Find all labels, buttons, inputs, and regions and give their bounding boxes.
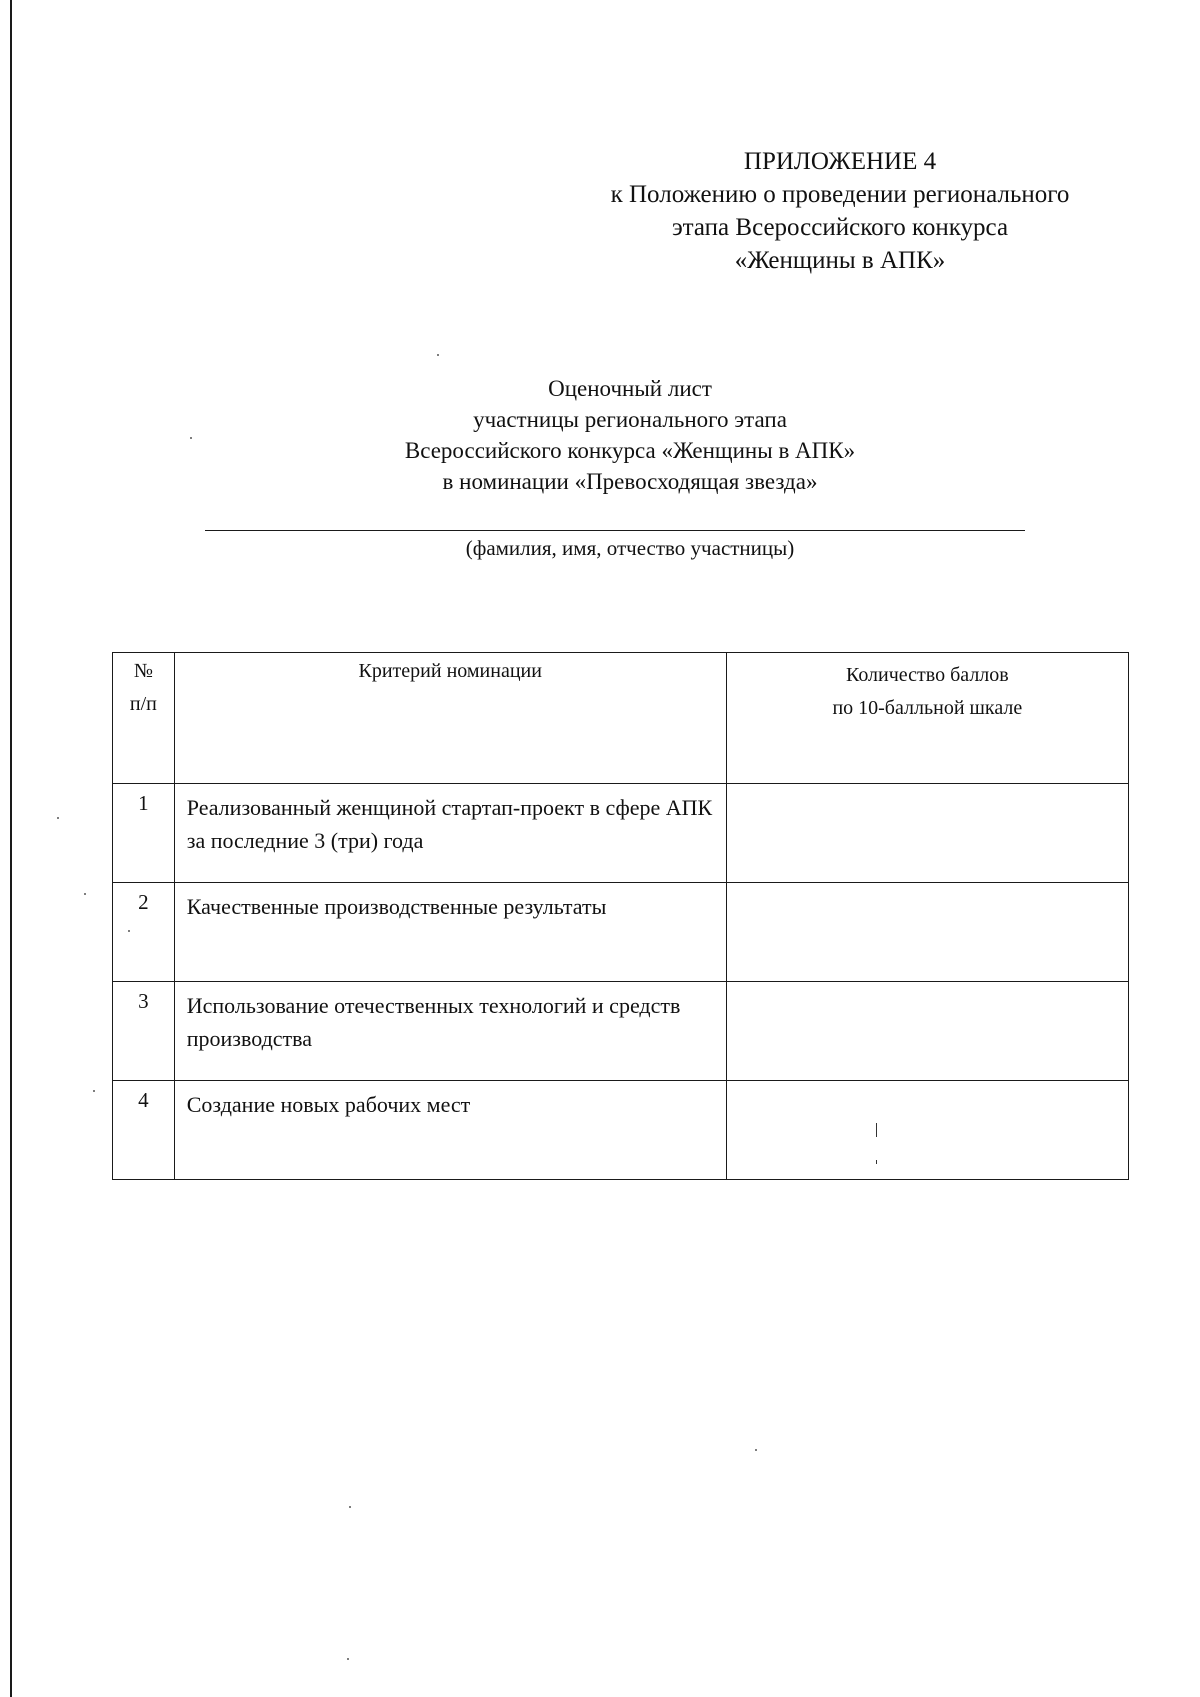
participant-name-blank[interactable] <box>205 530 1025 531</box>
row-score-cell[interactable] <box>726 883 1128 982</box>
table-header-row <box>113 653 1129 784</box>
heading-line-4: в номинации «Превосходящая звезда» <box>442 469 818 494</box>
row-number: 2 <box>113 883 175 982</box>
scan-speck <box>876 1123 877 1137</box>
row-number: 1 <box>113 784 175 883</box>
document-heading <box>290 373 970 497</box>
appendix-title: ПРИЛОЖЕНИЕ 4 <box>743 148 937 175</box>
heading-line-1: Оценочный лист <box>548 376 712 401</box>
heading-line-2: участницы регионального этапа <box>473 407 787 432</box>
scan-speck <box>876 1160 877 1164</box>
scan-page-edge <box>10 0 12 1697</box>
row-score-cell[interactable] <box>726 1081 1128 1180</box>
table-row <box>113 1081 1129 1180</box>
header-number-abbr: п/п <box>129 693 157 715</box>
heading-line-3: Всероссийского конкурса «Женщины в АПК» <box>404 438 856 463</box>
row-number: 4 <box>113 1081 175 1180</box>
scan-speck <box>128 930 130 932</box>
scan-speck <box>84 893 86 895</box>
scan-speck <box>93 1090 95 1092</box>
scan-speck <box>347 1658 349 1660</box>
scan-speck <box>755 1449 757 1451</box>
scan-speck <box>190 437 192 439</box>
row-score-cell[interactable] <box>726 982 1128 1081</box>
row-number: 3 <box>113 982 175 1081</box>
header-criterion: Критерий номинации <box>174 653 726 784</box>
appendix-block <box>560 145 1120 277</box>
header-score-line-1: Количество баллов <box>845 664 1009 686</box>
header-score <box>726 653 1128 784</box>
header-number <box>113 653 175 784</box>
appendix-line-2: этапа Всероссийского конкурса <box>671 214 1009 241</box>
header-number-symbol: № <box>133 660 153 682</box>
row-criterion: Использование отечественных технологий и средств производства <box>174 982 726 1081</box>
scan-speck <box>349 1506 351 1508</box>
row-criterion: Качественные производственные результаты <box>174 883 726 982</box>
table-row <box>113 883 1129 982</box>
evaluation-table <box>112 652 1129 1180</box>
appendix-line-3: «Женщины в АПК» <box>734 247 946 274</box>
row-criterion: Реализованный женщиной стартап-проект в сфере АПК за последние 3 (три) года <box>174 784 726 883</box>
appendix-line-1: к Положению о проведении регионального <box>610 181 1070 208</box>
table-row <box>113 784 1129 883</box>
header-score-line-2: по 10-балльной шкале <box>832 697 1023 719</box>
participant-name-caption: (фамилия, имя, отчество участницы) <box>465 536 795 560</box>
row-score-cell[interactable] <box>726 784 1128 883</box>
scan-speck <box>57 817 59 819</box>
table-row <box>113 982 1129 1081</box>
row-criterion: Создание новых рабочих мест <box>174 1081 726 1180</box>
scan-speck <box>437 354 439 356</box>
